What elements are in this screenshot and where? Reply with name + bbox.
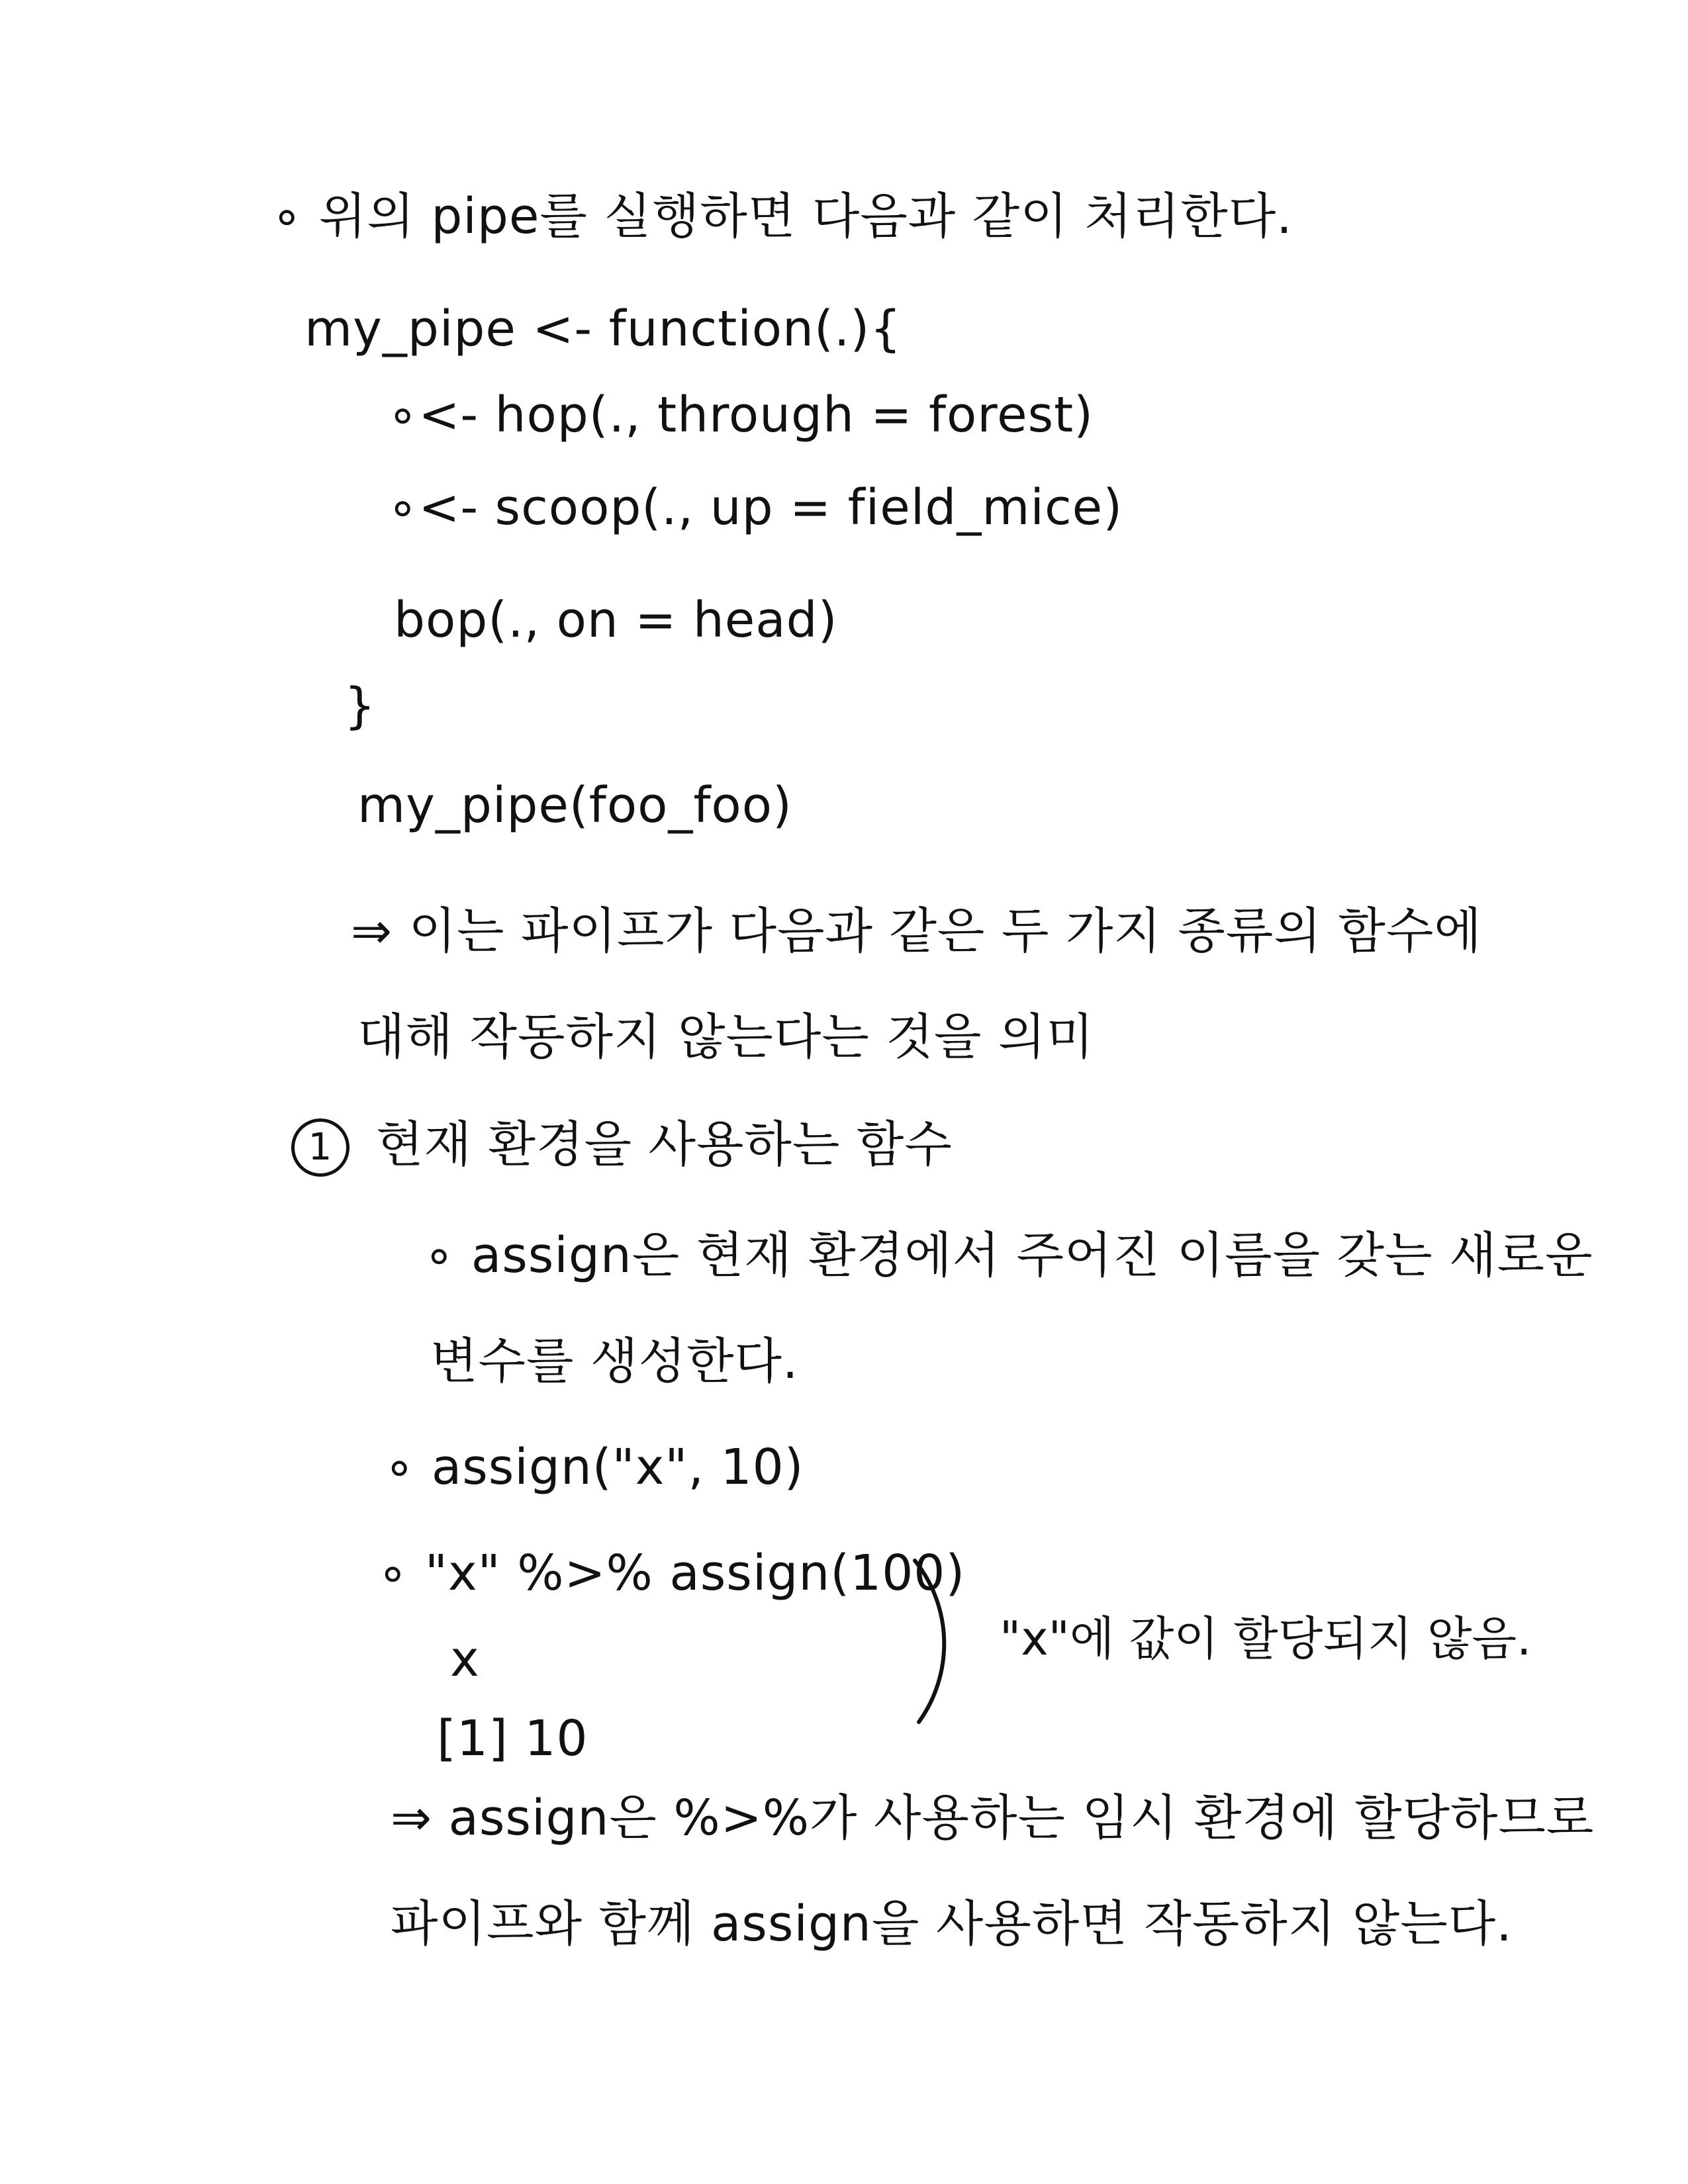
code-line-scoop: ∘<- scoop(., up = field_mice) bbox=[387, 479, 1123, 536]
example-output: [1] 10 bbox=[437, 1710, 588, 1767]
assign-desc-line-2: 변수를 생성한다. bbox=[430, 1333, 799, 1390]
conclusion-line-1: ⇒ assign은 %>%가 사용하는 임시 환경에 할당하므로 bbox=[391, 1790, 1595, 1846]
example-x: x bbox=[450, 1631, 480, 1688]
conclusion-line-2: 파이프와 함께 assign을 사용하면 작동하지 않는다. bbox=[391, 1895, 1513, 1952]
explain-line-2: 대해 작동하지 않는다는 것을 의미 bbox=[357, 1009, 1094, 1066]
intro-line: ∘ 위의 pipe를 실행하면 다음과 같이 처리한다. bbox=[271, 188, 1293, 245]
side-note: "x"에 값이 할당되지 않음. bbox=[1000, 1612, 1532, 1666]
code-line-call: my_pipe(foo_foo) bbox=[357, 777, 792, 834]
assign-desc-line-1: ∘ assign은 현재 환경에서 주어진 이름을 갖는 새로운 bbox=[424, 1227, 1593, 1284]
example-assign-call: ∘ assign("x", 10) bbox=[384, 1439, 804, 1496]
code-line-function-def: my_pipe <- function(.){ bbox=[305, 300, 902, 357]
code-line-close-brace: } bbox=[344, 678, 377, 735]
section-heading bbox=[291, 1118, 953, 1177]
explain-line-1: ⇒ 이는 파이프가 다음과 같은 두 가지 종류의 함수에 bbox=[351, 903, 1482, 960]
section-number: 1 bbox=[291, 1118, 350, 1177]
code-line-bop: bop(., on = head) bbox=[394, 592, 838, 649]
example-pipe-assign: ∘ "x" %>% assign(100) bbox=[377, 1545, 966, 1602]
section-title: 현재 환경을 사용하는 함수 bbox=[376, 1116, 953, 1173]
code-line-hop: ∘<- hop(., through = forest) bbox=[387, 387, 1094, 443]
closing-paren-bracket bbox=[907, 1555, 960, 1727]
